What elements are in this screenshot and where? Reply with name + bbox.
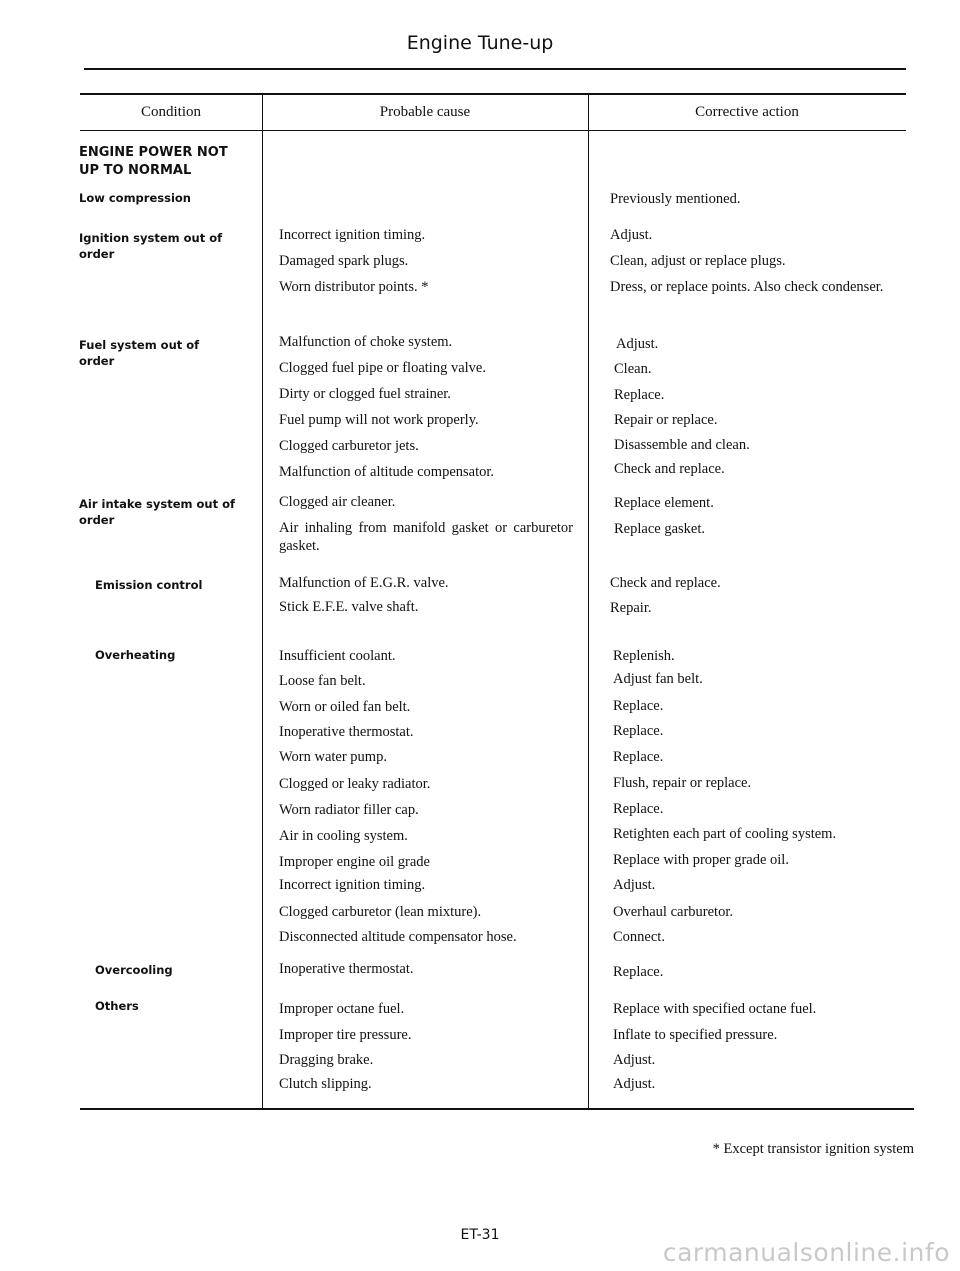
- cause-item: Stick E.F.E. valve shaft.: [279, 599, 419, 615]
- cause-item: Air inhaling from manifold gasket or carburetor gasket.: [279, 520, 573, 554]
- cause-item: Clogged or leaky radiator.: [279, 776, 431, 792]
- action-item: Check and replace.: [610, 575, 721, 591]
- condition-air-intake: Air intake system out of order: [79, 497, 236, 527]
- action-item: Replace gasket.: [614, 521, 705, 537]
- action-item: Disassemble and clean.: [614, 437, 750, 453]
- cause-item: Disconnected altitude compensator hose.: [279, 929, 517, 945]
- cause-item: Insufficient coolant.: [279, 648, 396, 664]
- cause-item: Clutch slipping.: [279, 1076, 372, 1092]
- footnote: * Except transistor ignition system: [712, 1141, 914, 1157]
- action-item: Replace.: [613, 723, 664, 739]
- cause-item: Malfunction of altitude compensator.: [279, 464, 495, 480]
- table-bottom-rule: [80, 1108, 914, 1110]
- header-bottom-rule: [80, 130, 906, 131]
- action-item: Adjust.: [613, 1052, 656, 1068]
- action-item: Replenish.: [613, 648, 675, 664]
- cause-item: Air in cooling system.: [279, 828, 408, 844]
- title-rule: [84, 68, 906, 70]
- action-item: Adjust fan belt.: [613, 671, 703, 687]
- action-item: Replace.: [613, 698, 664, 714]
- condition-overheating: Overheating: [95, 648, 176, 662]
- cause-item: Worn water pump.: [279, 749, 387, 765]
- action-item: Flush, repair or replace.: [613, 775, 752, 791]
- cause-item: Worn radiator filler cap.: [279, 802, 419, 818]
- cause-item: Inoperative thermostat.: [279, 724, 414, 740]
- cause-item: Worn or oiled fan belt.: [279, 699, 411, 715]
- header-corrective-action: Corrective action: [695, 104, 799, 120]
- condition-ignition: Ignition system out of order: [79, 231, 223, 261]
- action-item: Repair or replace.: [614, 412, 718, 428]
- condition-fuel: Fuel system out of order: [79, 338, 200, 368]
- main-condition: ENGINE POWER NOT UP TO NORMAL: [79, 145, 228, 178]
- action-item: Retighten each part of cooling system.: [613, 826, 837, 842]
- header-probable-cause: Probable cause: [379, 104, 471, 120]
- cause-item: Clogged carburetor (lean mixture).: [279, 904, 482, 920]
- action-item: Replace.: [614, 387, 665, 403]
- cause-item: Malfunction of choke system.: [279, 334, 453, 350]
- condition-low-compression: Low compression: [79, 191, 191, 205]
- action-item: Previously mentioned.: [610, 191, 741, 207]
- action-item: Connect.: [613, 929, 665, 945]
- cause-item: Fuel pump will not work properly.: [279, 412, 479, 428]
- cause-item: Loose fan belt.: [279, 673, 366, 689]
- cause-item: Worn distributor points. *: [279, 279, 429, 295]
- action-item: Adjust.: [613, 877, 656, 893]
- cause-item: Dragging brake.: [279, 1052, 374, 1068]
- cause-item: Clogged carburetor jets.: [279, 438, 419, 454]
- action-item: Replace with proper grade oil.: [613, 852, 789, 868]
- condition-emission: Emission control: [95, 578, 203, 592]
- cause-item: Malfunction of E.G.R. valve.: [279, 575, 449, 591]
- action-item: Replace.: [613, 801, 664, 817]
- action-item: Adjust.: [616, 336, 659, 352]
- action-item: Replace element.: [614, 495, 714, 511]
- action-item: Replace with specified octane fuel.: [613, 1001, 817, 1017]
- action-item: Replace.: [613, 749, 664, 765]
- action-item: Inflate to specified pressure.: [613, 1027, 778, 1043]
- action-item: Overhaul carburetor.: [613, 904, 733, 920]
- cause-item: Incorrect ignition timing.: [279, 877, 426, 893]
- column-divider-2: [588, 94, 589, 1109]
- page-number: ET-31: [460, 1227, 500, 1243]
- header-condition: Condition: [140, 104, 201, 120]
- action-item: Clean, adjust or replace plugs.: [610, 253, 786, 269]
- action-item: Clean.: [614, 361, 652, 377]
- cause-item: Improper tire pressure.: [279, 1027, 412, 1043]
- action-item: Replace.: [613, 964, 664, 980]
- action-item: Dress, or replace points. Also check condenser.: [610, 279, 884, 295]
- watermark: carmanualsonline.info: [662, 1238, 950, 1267]
- action-item: Repair.: [610, 600, 652, 616]
- cause-item: Clogged air cleaner.: [279, 494, 396, 510]
- cause-item: Clogged fuel pipe or floating valve.: [279, 360, 486, 376]
- cause-item: Incorrect ignition timing.: [279, 227, 426, 243]
- cause-item: Damaged spark plugs.: [279, 253, 409, 269]
- action-item: Adjust.: [610, 227, 653, 243]
- action-item: Check and replace.: [614, 461, 725, 477]
- page-title: Engine Tune-up: [406, 32, 554, 54]
- column-divider-1: [262, 94, 263, 1109]
- condition-overcooling: Overcooling: [95, 963, 173, 977]
- table-top-rule: [80, 93, 906, 95]
- cause-item: Improper engine oil grade: [279, 854, 430, 870]
- action-item: Adjust.: [613, 1076, 656, 1092]
- cause-item: Improper octane fuel.: [279, 1001, 405, 1017]
- cause-item: Dirty or clogged fuel strainer.: [279, 386, 451, 402]
- cause-item: Inoperative thermostat.: [279, 961, 414, 977]
- condition-others: Others: [95, 999, 139, 1013]
